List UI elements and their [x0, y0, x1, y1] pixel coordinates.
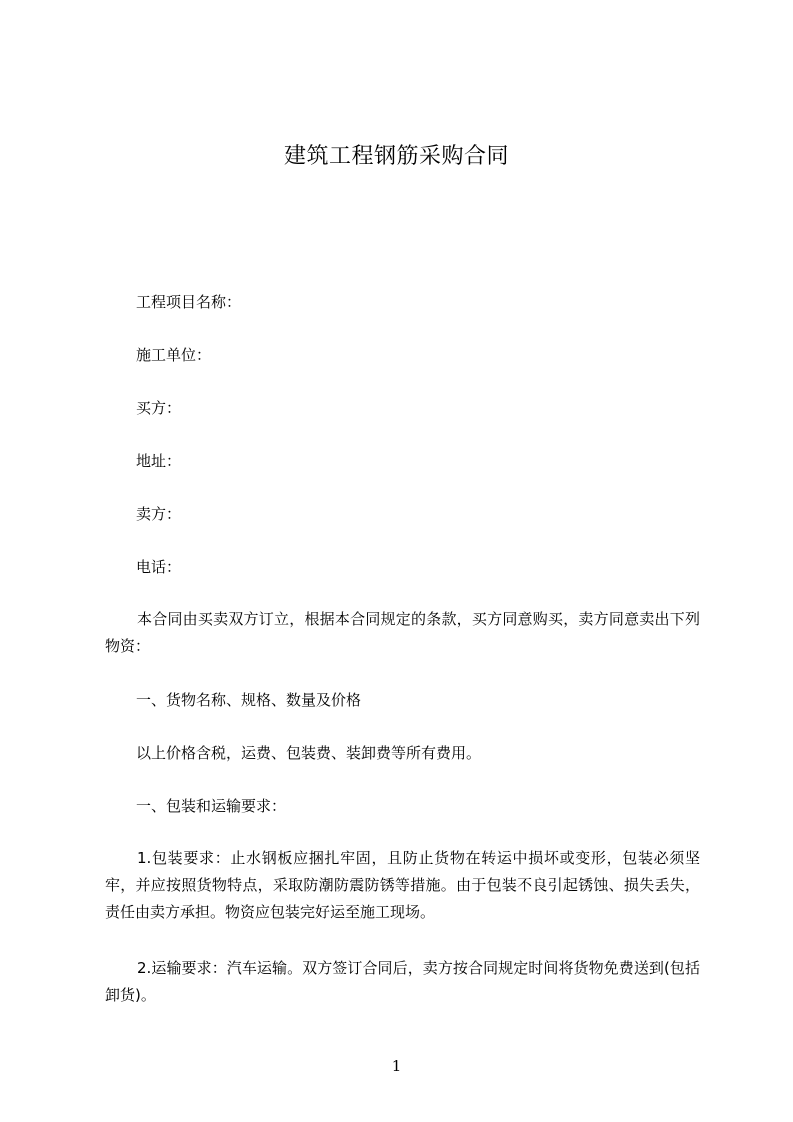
- field-address: 地址：: [136, 452, 182, 470]
- transport-requirement-paragraph: 2.运输要求：汽车运输。双方签订合同后，卖方按合同规定时间将货物免费送到(包括卸货)。: [105, 959, 700, 1004]
- field-construction-unit: 施工单位：: [136, 346, 212, 364]
- document-title: 建筑工程钢筋采购合同: [283, 144, 509, 169]
- page-number: 1: [391, 1057, 402, 1075]
- field-seller: 卖方：: [136, 505, 182, 523]
- section-heading-packaging-transport: 一、包装和运输要求：: [136, 797, 287, 815]
- intro-paragraph: 本合同由买卖双方订立，根据本合同规定的条款，买方同意购买，卖方同意卖出下列物资：: [105, 610, 700, 655]
- packaging-requirement-paragraph: 1.包装要求：止水钢板应捆扎牢固，且防止货物在转运中损坏或变形，包装必须坚牢，并应按照货物特点，采取防潮防震防锈等措施。由于包装不良引起锈蚀、损失丢失，责任由卖方承担。物资应包装完好运至施工现场。: [105, 849, 700, 921]
- section-heading-goods: 一、货物名称、规格、数量及价格: [136, 691, 362, 709]
- field-buyer: 买方：: [136, 399, 182, 417]
- field-phone: 电话：: [136, 558, 182, 576]
- price-note: 以上价格含税，运费、包装费、装卸费等所有费用。: [136, 744, 482, 762]
- field-project-name: 工程项目名称：: [136, 293, 242, 311]
